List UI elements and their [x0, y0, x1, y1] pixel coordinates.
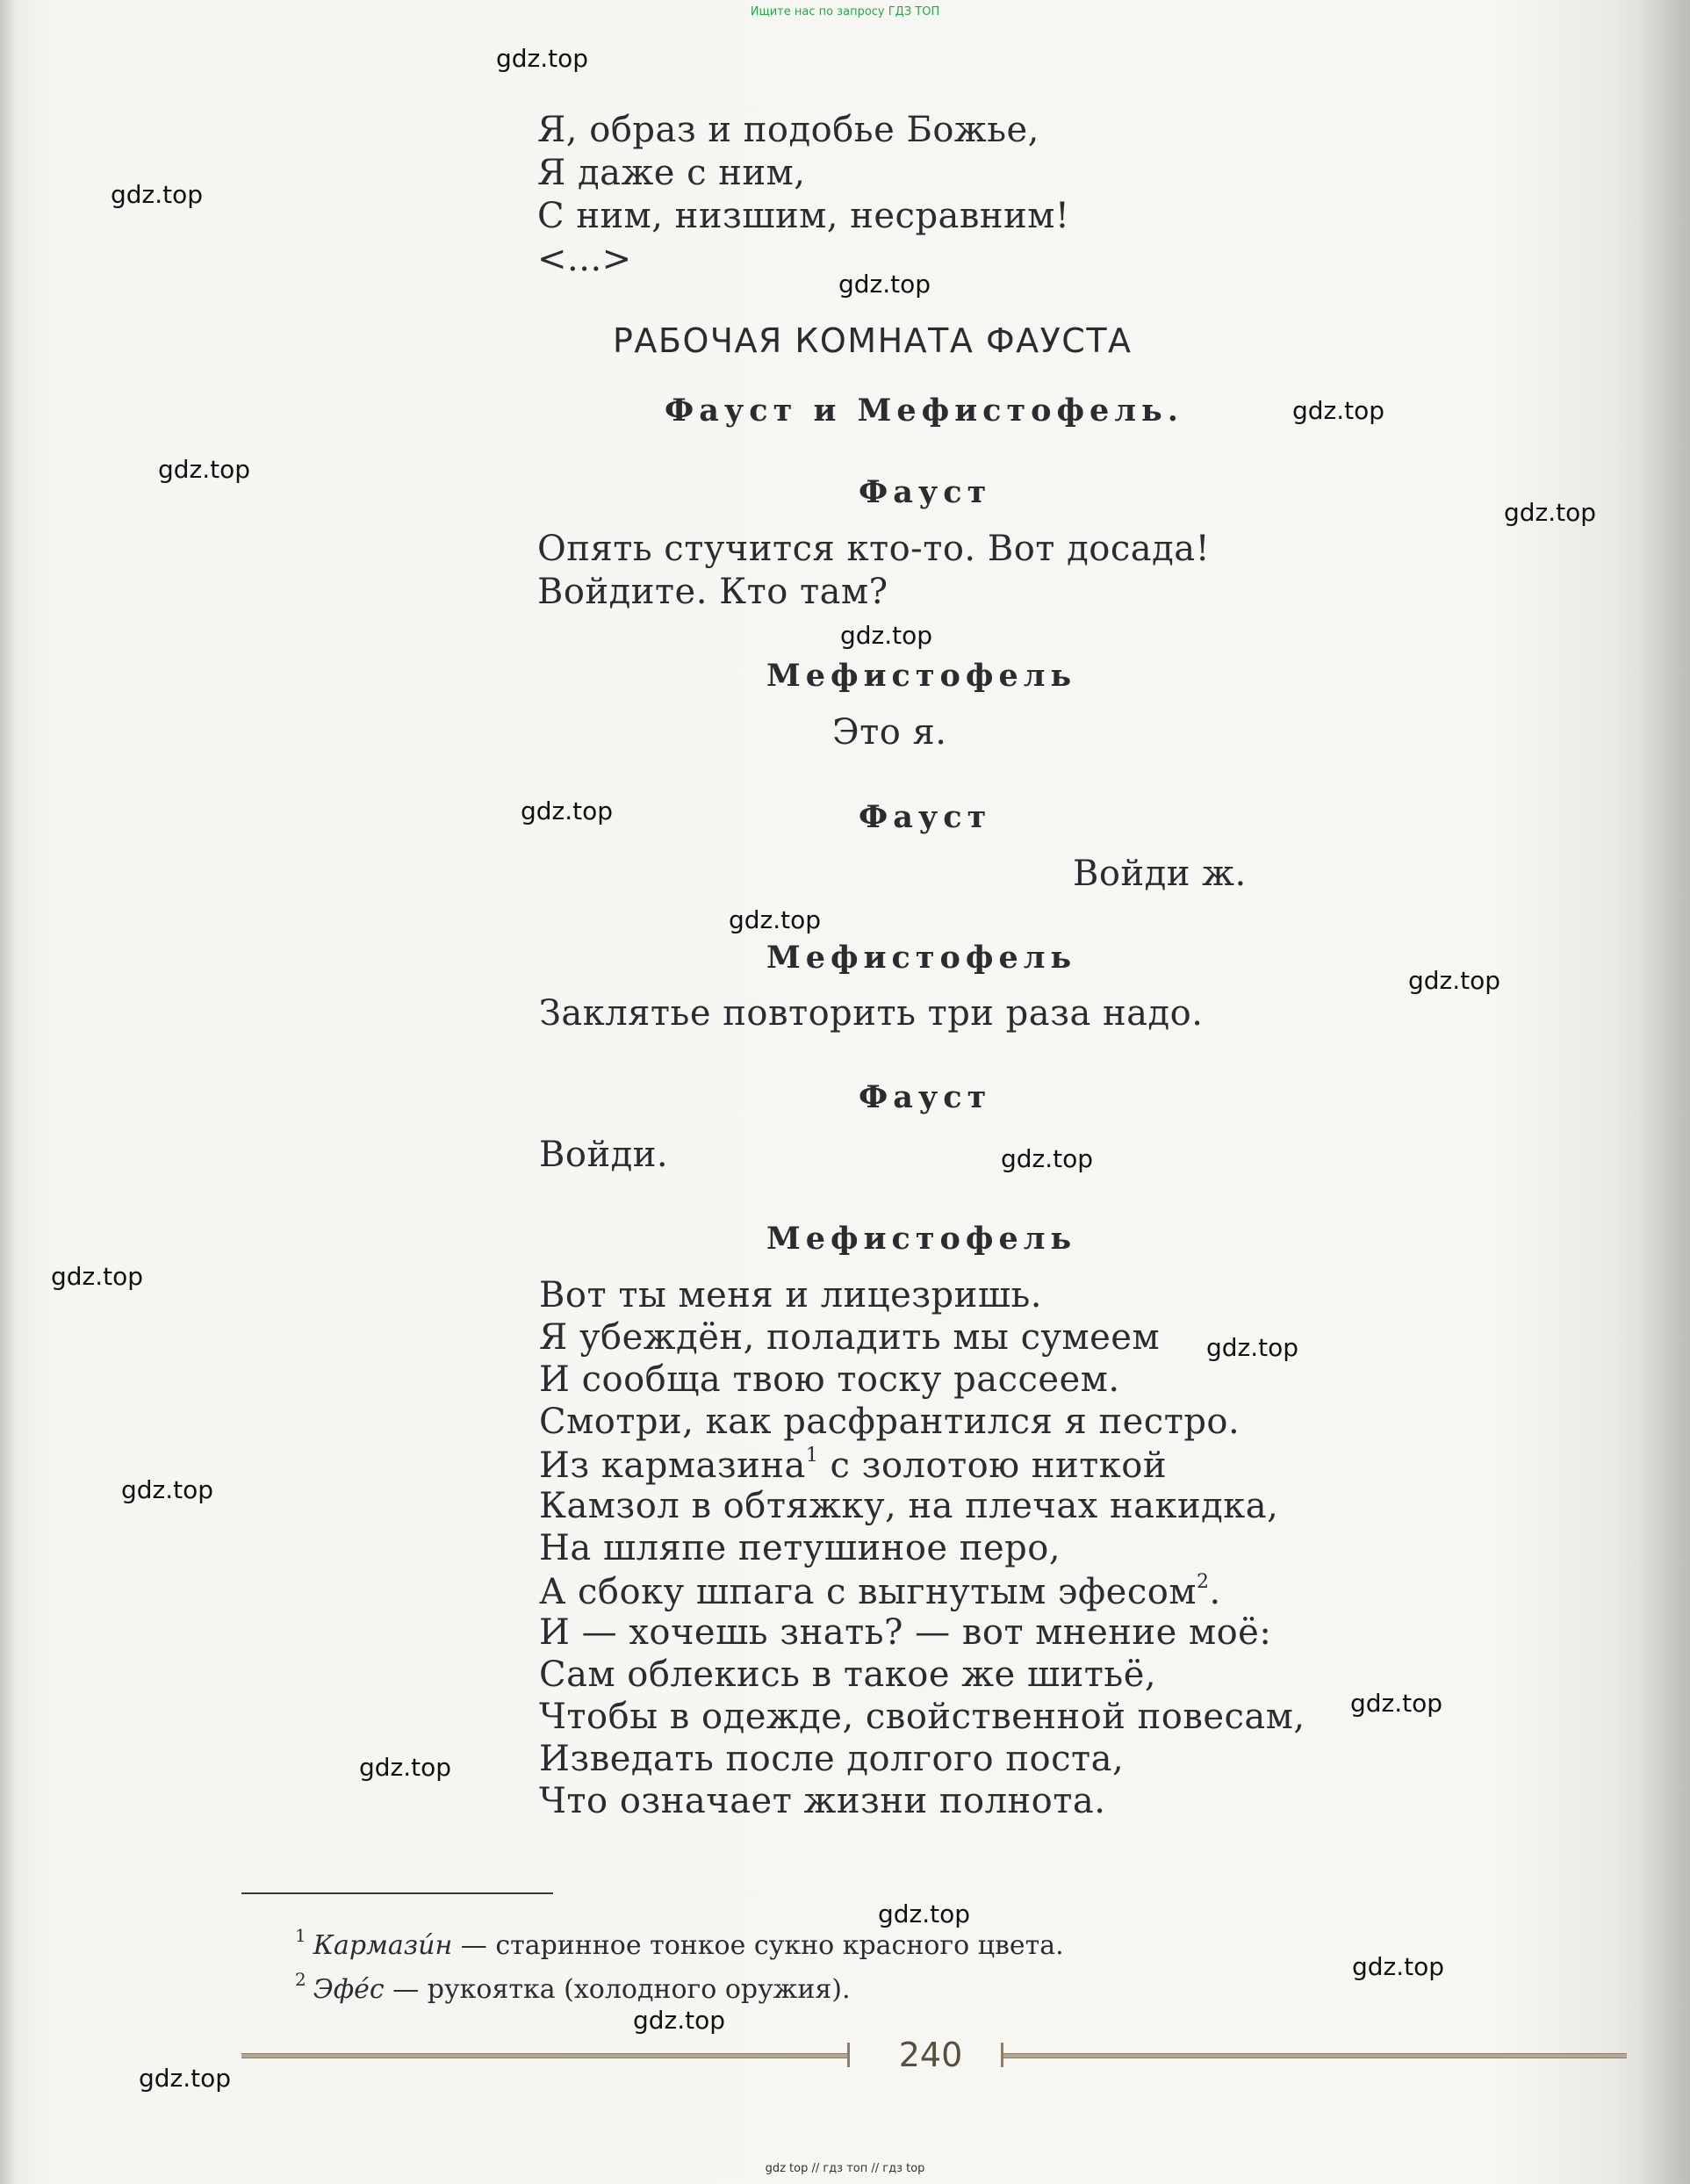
watermark: gdz.top [1206, 1333, 1299, 1362]
verse-line: Заклятье повторить три раза надо. [539, 993, 1204, 1034]
verse-line: Камзол в обтяжку, на плечах накидка, [539, 1486, 1279, 1526]
verse-line: Чтобы в одежде, свойственной повесам, [539, 1697, 1305, 1737]
footnote [295, 1925, 1064, 1961]
speaker-name: Фауст [859, 474, 992, 510]
verse-line: Я даже с ним, [537, 153, 806, 193]
verse-text: Из кармазина [539, 1445, 806, 1486]
watermark: gdz.top [51, 1262, 144, 1291]
verse-text: . [1209, 1572, 1221, 1612]
speaker-name: Фауст [859, 799, 992, 835]
watermark: gdz.top [111, 180, 204, 209]
verse-line: Изведать после долгого поста, [539, 1739, 1125, 1779]
watermark: gdz.top [1408, 966, 1501, 995]
watermark: gdz.top [359, 1753, 452, 1782]
verse-line: С ним, низшим, несравним! [537, 196, 1070, 236]
verse-text: с золотою ниткой [818, 1445, 1167, 1486]
footnote-ref[interactable]: 2 [1196, 1571, 1210, 1593]
verse-line: <...> [537, 239, 632, 279]
watermark: gdz.top [1352, 1952, 1445, 1981]
footnote-text: — старинное тонкое сукно красного цвета. [452, 1930, 1064, 1961]
verse-line: Смотри, как расфрантился я пестро. [539, 1402, 1241, 1442]
verse-line: И сообща твою тоску рассеем. [539, 1359, 1120, 1400]
verse-line: Это я. [832, 712, 947, 753]
page-edge [0, 0, 16, 2184]
page-rule-cap [847, 2043, 850, 2067]
watermark: gdz.top [878, 1899, 971, 1928]
watermark: gdz.top [729, 905, 822, 934]
bottom-note: gdz top // гдз топ // гдз top [765, 2162, 925, 2175]
watermark: gdz.top [840, 621, 933, 650]
watermark: gdz.top [633, 2006, 726, 2035]
watermark: gdz.top [838, 270, 931, 299]
verse-line: Войди ж. [1073, 854, 1247, 894]
top-note: Ищите нас по запросу ГДЗ ТОП [750, 5, 940, 18]
footnote-ref[interactable]: 1 [805, 1445, 819, 1467]
footnote-number: 1 [295, 1925, 306, 1946]
footnote-divider [241, 1892, 553, 1894]
footnote-term: Эфе́с [313, 1974, 385, 2005]
verse-line: И — хочешь знать? — вот мнение моё: [539, 1612, 1272, 1653]
page-rule-right [1003, 2053, 1627, 2058]
footnote-term: Кармази́н [313, 1930, 453, 1961]
watermark: gdz.top [121, 1475, 214, 1504]
watermark: gdz.top [1001, 1144, 1094, 1173]
footnote-text: — рукоятка (холодного оружия). [384, 1974, 851, 2005]
verse-text: А сбоку шпага с выгнутым эфесом [539, 1572, 1197, 1612]
watermark: gdz.top [1504, 498, 1597, 527]
watermark: gdz.top [496, 44, 589, 73]
page-number: 240 [898, 2036, 963, 2074]
page-gutter-shadow [1637, 0, 1690, 2184]
watermark: gdz.top [139, 2064, 232, 2093]
verse-line: Я убеждён, поладить мы сумеем [539, 1317, 1161, 1358]
watermark: gdz.top [158, 455, 251, 484]
footnote-number: 2 [295, 1969, 306, 1990]
verse-line: Что означает жизни полнота. [539, 1781, 1106, 1821]
verse-line [539, 1445, 1167, 1486]
verse-line: Я, образ и подобье Божье, [537, 110, 1039, 150]
scene-title: РАБОЧАЯ КОМНАТА ФАУСТА [613, 321, 1133, 360]
watermark: gdz.top [1350, 1689, 1443, 1718]
verse-line [539, 1573, 1221, 1610]
speaker-name: Мефистофель [766, 1221, 1077, 1257]
speaker-name: Фауст [859, 1079, 992, 1115]
verse-line: На шляпе петушиное перо, [539, 1528, 1061, 1568]
page-rule-left [241, 2053, 847, 2058]
verse-line: Войдите. Кто там? [537, 572, 888, 612]
verse-line: Войди. [539, 1135, 669, 1175]
scene-cast: Фауст и Мефистофель. [665, 393, 1183, 429]
watermark: gdz.top [521, 796, 614, 825]
watermark: gdz.top [1292, 396, 1385, 425]
footnote [295, 1969, 851, 2005]
speaker-name: Мефистофель [766, 658, 1077, 694]
verse-line: Опять стучится кто-то. Вот досада! [537, 529, 1211, 569]
verse-line: Вот ты меня и лицезришь. [539, 1275, 1042, 1315]
verse-line: Сам облекись в такое же шитьё, [539, 1654, 1157, 1695]
speaker-name: Мефистофель [766, 940, 1077, 976]
